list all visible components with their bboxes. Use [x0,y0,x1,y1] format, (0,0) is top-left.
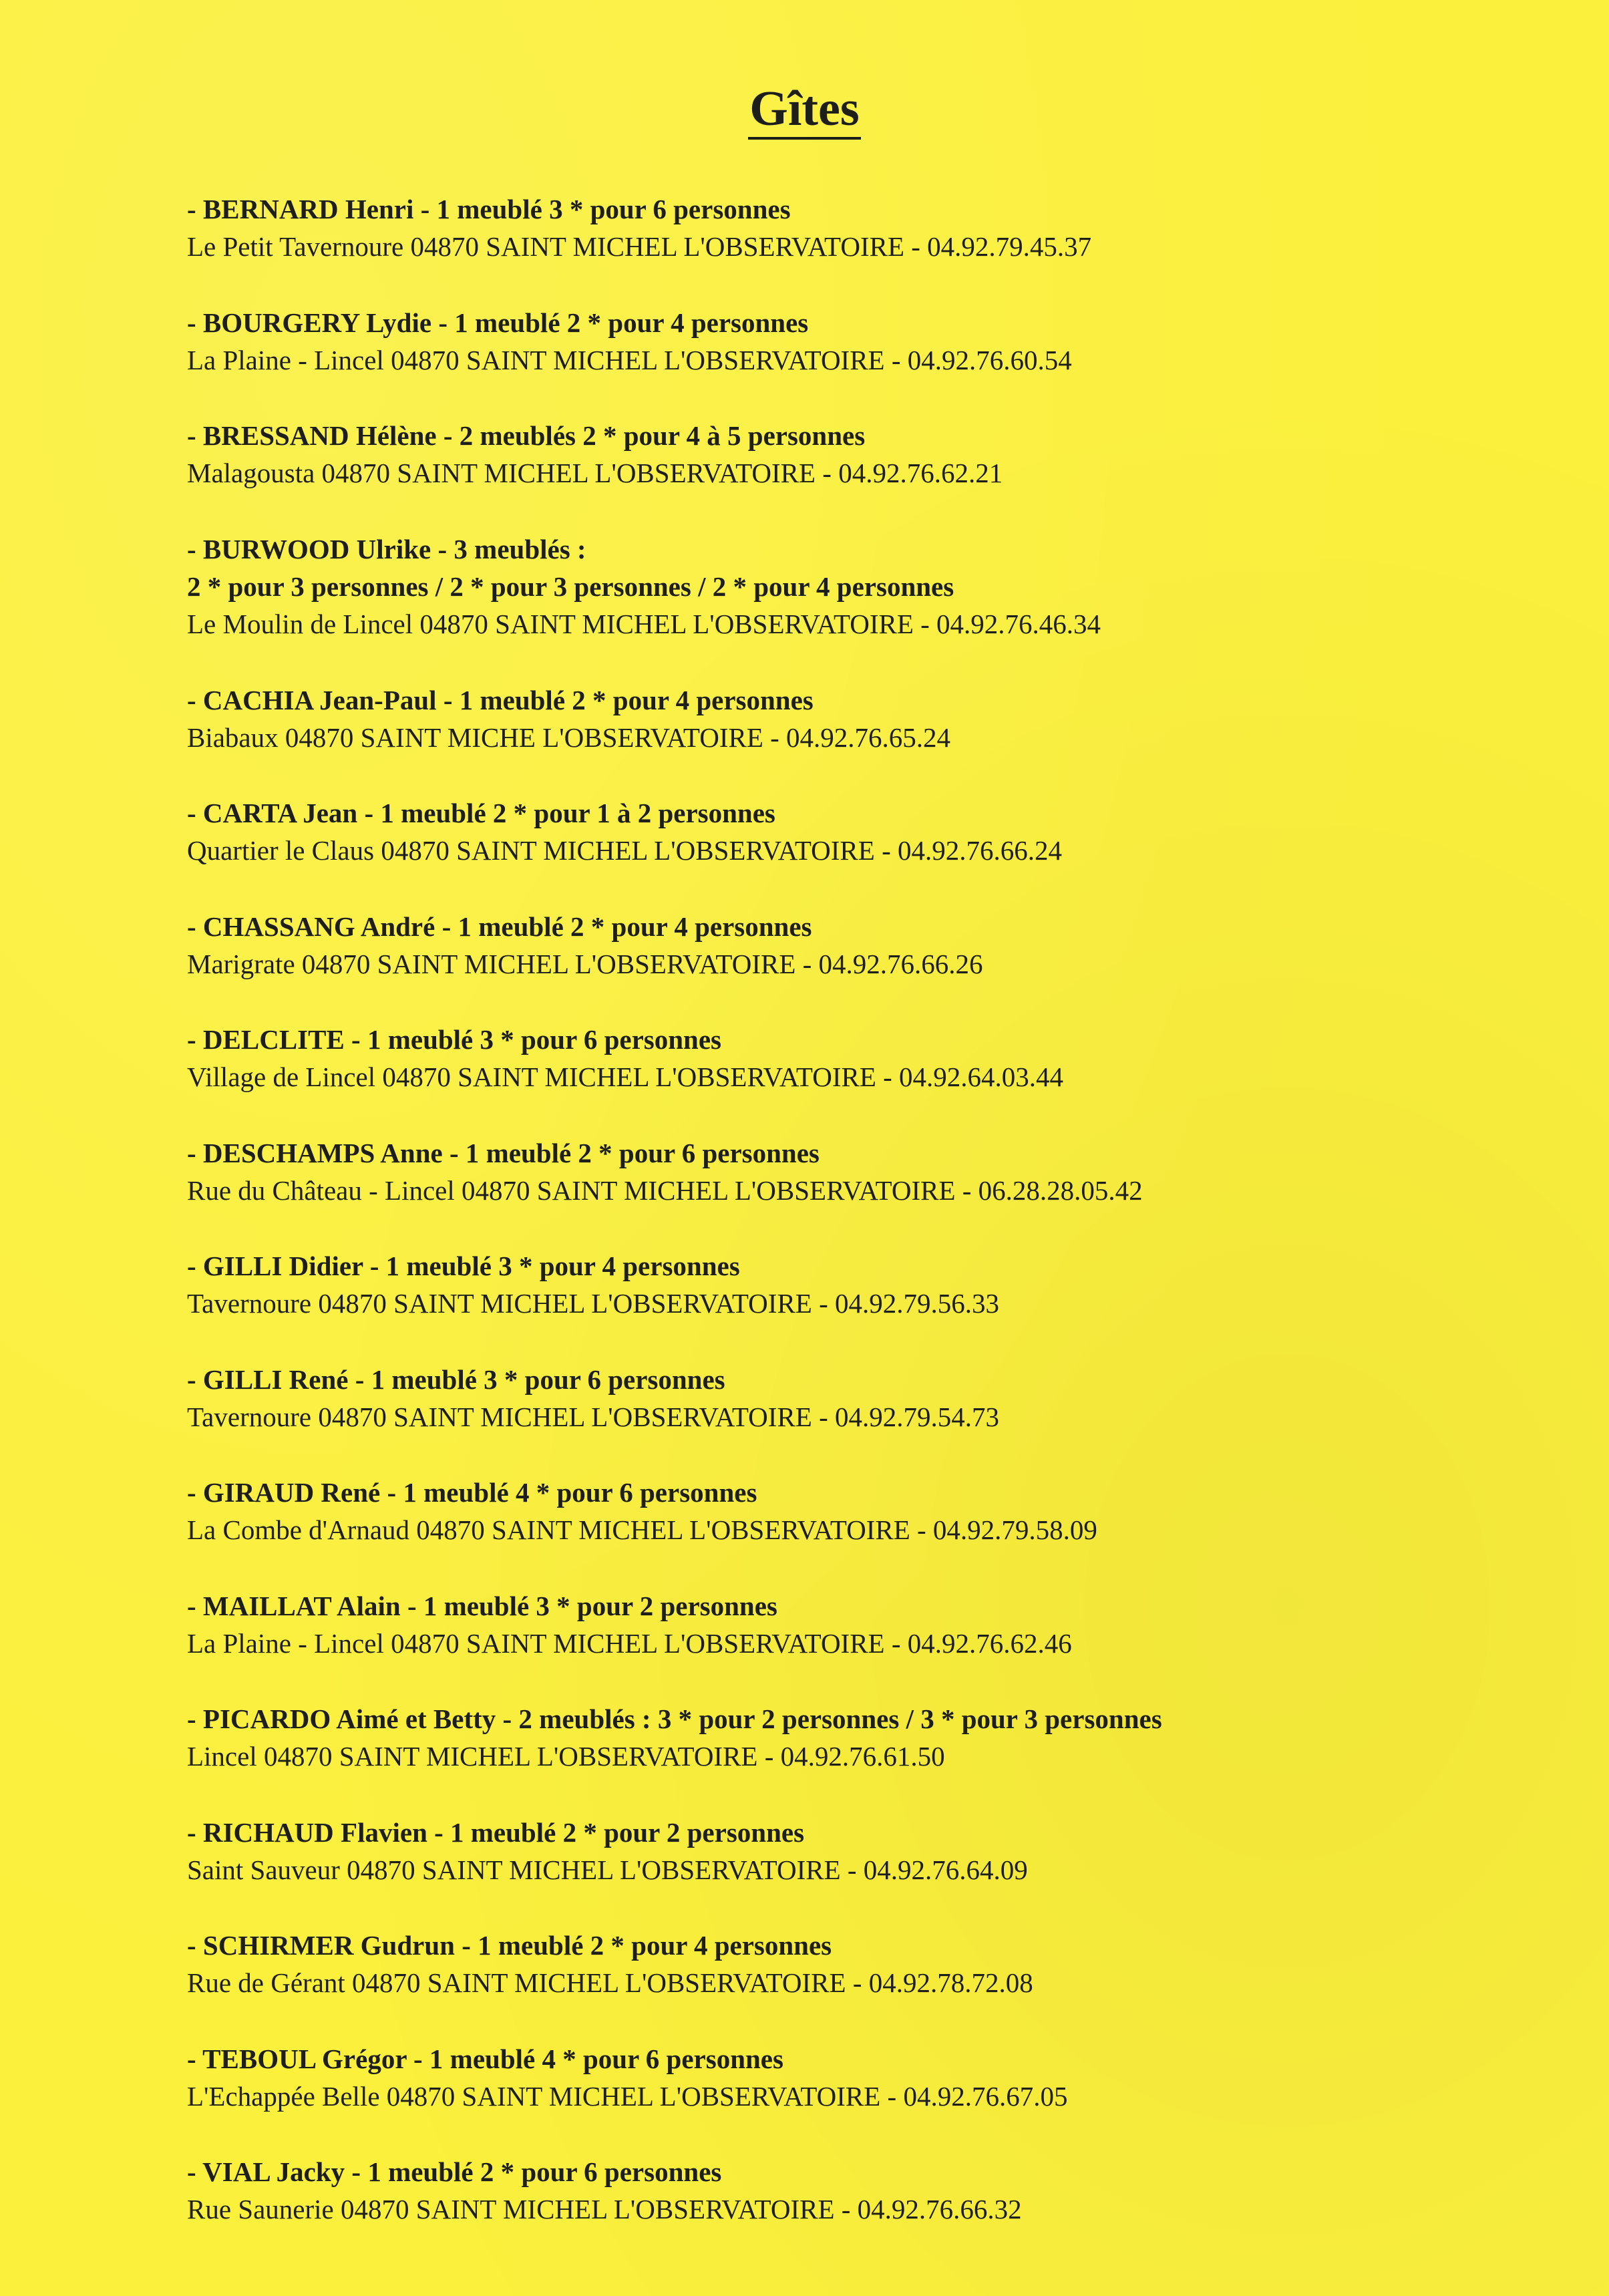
gite-entry [187,2153,1563,2267]
gite-entry-address: Lincel 04870 SAINT MICHEL L'OBSERVATOIRE - 04.92.76.61.50 [187,1741,945,1772]
gite-entry-header: - DELCLITE - 1 meublé 3 * pour 6 personnes [187,1024,721,1055]
gite-entry [187,417,1563,530]
gite-entry-header: - MAILLAT Alain - 1 meublé 3 * pour 2 personnes [187,1590,777,1621]
gite-entry-address: Tavernoure 04870 SAINT MICHEL L'OBSERVATOIRE - 04.92.79.56.33 [187,1288,999,1319]
gite-entry-address: Le Petit Tavernoure 04870 SAINT MICHEL L'OBSERVATOIRE - 04.92.79.45.37 [187,231,1092,262]
gite-entry [187,1814,1563,1927]
gite-entry [187,1700,1563,1814]
gite-entry [187,1134,1563,1248]
gite-entry-address: La Plaine - Lincel 04870 SAINT MICHEL L'OBSERVATOIRE - 04.92.76.60.54 [187,344,1072,375]
gite-entry [187,190,1563,304]
gite-entry [187,304,1563,418]
gite-entry-header: - CHASSANG André - 1 meublé 2 * pour 4 personnes [187,911,812,942]
gite-entry [187,1927,1563,2040]
gite-entry-header: - GILLI René - 1 meublé 3 * pour 6 personnes [187,1363,725,1395]
gite-entry [187,1361,1563,1474]
gite-entry [187,681,1563,795]
gite-entry [187,908,1563,1021]
gite-entry-detail: 2 * pour 3 personnes / 2 * pour 3 personnes / 2 * pour 4 personnes [187,570,954,602]
gites-list [187,190,1563,2267]
gite-entry-header: - GIRAUD René - 1 meublé 4 * pour 6 personnes [187,1477,757,1508]
gite-entry-address: Saint Sauveur 04870 SAINT MICHEL L'OBSERVATOIRE - 04.92.76.64.09 [187,1854,1028,1885]
gite-entry-header: - BRESSAND Hélène - 2 meublés 2 * pour 4 à 5 personnes [187,420,866,451]
gite-entry-header: - BURWOOD Ulrike - 3 meublés : [187,533,586,564]
gite-entry-header: - RICHAUD Flavien - 1 meublé 2 * pour 2 personnes [187,1816,805,1848]
gite-entry-header: - BERNARD Henri - 1 meublé 3 * pour 6 personnes [187,194,791,224]
gite-entry-header: - SCHIRMER Gudrun - 1 meublé 2 * pour 4 personnes [187,1930,832,1961]
gite-entry-address: Rue de Gérant 04870 SAINT MICHEL L'OBSERVATOIRE - 04.92.78.72.08 [187,1967,1033,1998]
gite-entry-header: - CARTA Jean - 1 meublé 2 * pour 1 à 2 personnes [187,798,775,828]
gite-entry-header: - BOURGERY Lydie - 1 meublé 2 * pour 4 personnes [187,307,809,338]
gite-entry-address: Malagousta 04870 SAINT MICHEL L'OBSERVATOIRE - 04.92.76.62.21 [187,458,1003,488]
gite-entry-address: Le Moulin de Lincel 04870 SAINT MICHEL L'OBSERVATOIRE - 04.92.76.46.34 [187,608,1101,639]
gite-entry-address: Rue du Château - Lincel 04870 SAINT MICHEL L'OBSERVATOIRE - 06.28.28.05.42 [187,1174,1143,1206]
gite-entry-address: Tavernoure 04870 SAINT MICHEL L'OBSERVATOIRE - 04.92.79.54.73 [187,1401,999,1432]
gite-entry-header: - DESCHAMPS Anne - 1 meublé 2 * pour 6 personnes [187,1137,820,1168]
gite-entry [187,1021,1563,1134]
gite-entry-header: - VIAL Jacky - 1 meublé 2 * pour 6 personnes [187,2156,722,2187]
page-title [0,79,1609,140]
gite-entry-address: L'Echappée Belle 04870 SAINT MICHEL L'OBSERVATOIRE - 04.92.76.67.05 [187,2080,1068,2112]
page-title-text: Gîtes [748,81,860,140]
gite-entry [187,2040,1563,2154]
gite-entry-address: Marigrate 04870 SAINT MICHEL L'OBSERVATOIRE - 04.92.76.66.26 [187,948,983,979]
gite-entry-header: - GILLI Didier - 1 meublé 3 * pour 4 personnes [187,1251,740,1281]
gite-entry [187,530,1563,681]
gite-entry-address: La Combe d'Arnaud 04870 SAINT MICHEL L'OBSERVATOIRE - 04.92.79.58.09 [187,1514,1097,1545]
gite-entry [187,1474,1563,1587]
gite-entry-header: - CACHIA Jean-Paul - 1 meublé 2 * pour 4 personnes [187,684,814,715]
gite-entry [187,1587,1563,1701]
gite-entry [187,1247,1563,1361]
gite-entry-header: - PICARDO Aimé et Betty - 2 meublés : 3 * pour 2 personnes / 3 * pour 3 personnes [187,1703,1162,1734]
gite-entry-address: Quartier le Claus 04870 SAINT MICHEL L'OBSERVATOIRE - 04.92.76.66.24 [187,835,1062,866]
gite-entry-address: La Plaine - Lincel 04870 SAINT MICHEL L'OBSERVATOIRE - 04.92.76.62.46 [187,1627,1072,1659]
gite-entry-header: - TEBOUL Grégor - 1 meublé 4 * pour 6 personnes [187,2043,783,2074]
gite-entry-address: Village de Lincel 04870 SAINT MICHEL L'OBSERVATOIRE - 04.92.64.03.44 [187,1061,1064,1092]
gite-entry [187,794,1563,908]
gite-entry-address: Biabaux 04870 SAINT MICHE L'OBSERVATOIRE - 04.92.76.65.24 [187,721,951,753]
gite-entry-address: Rue Saunerie 04870 SAINT MICHEL L'OBSERVATOIRE - 04.92.76.66.32 [187,2194,1022,2225]
